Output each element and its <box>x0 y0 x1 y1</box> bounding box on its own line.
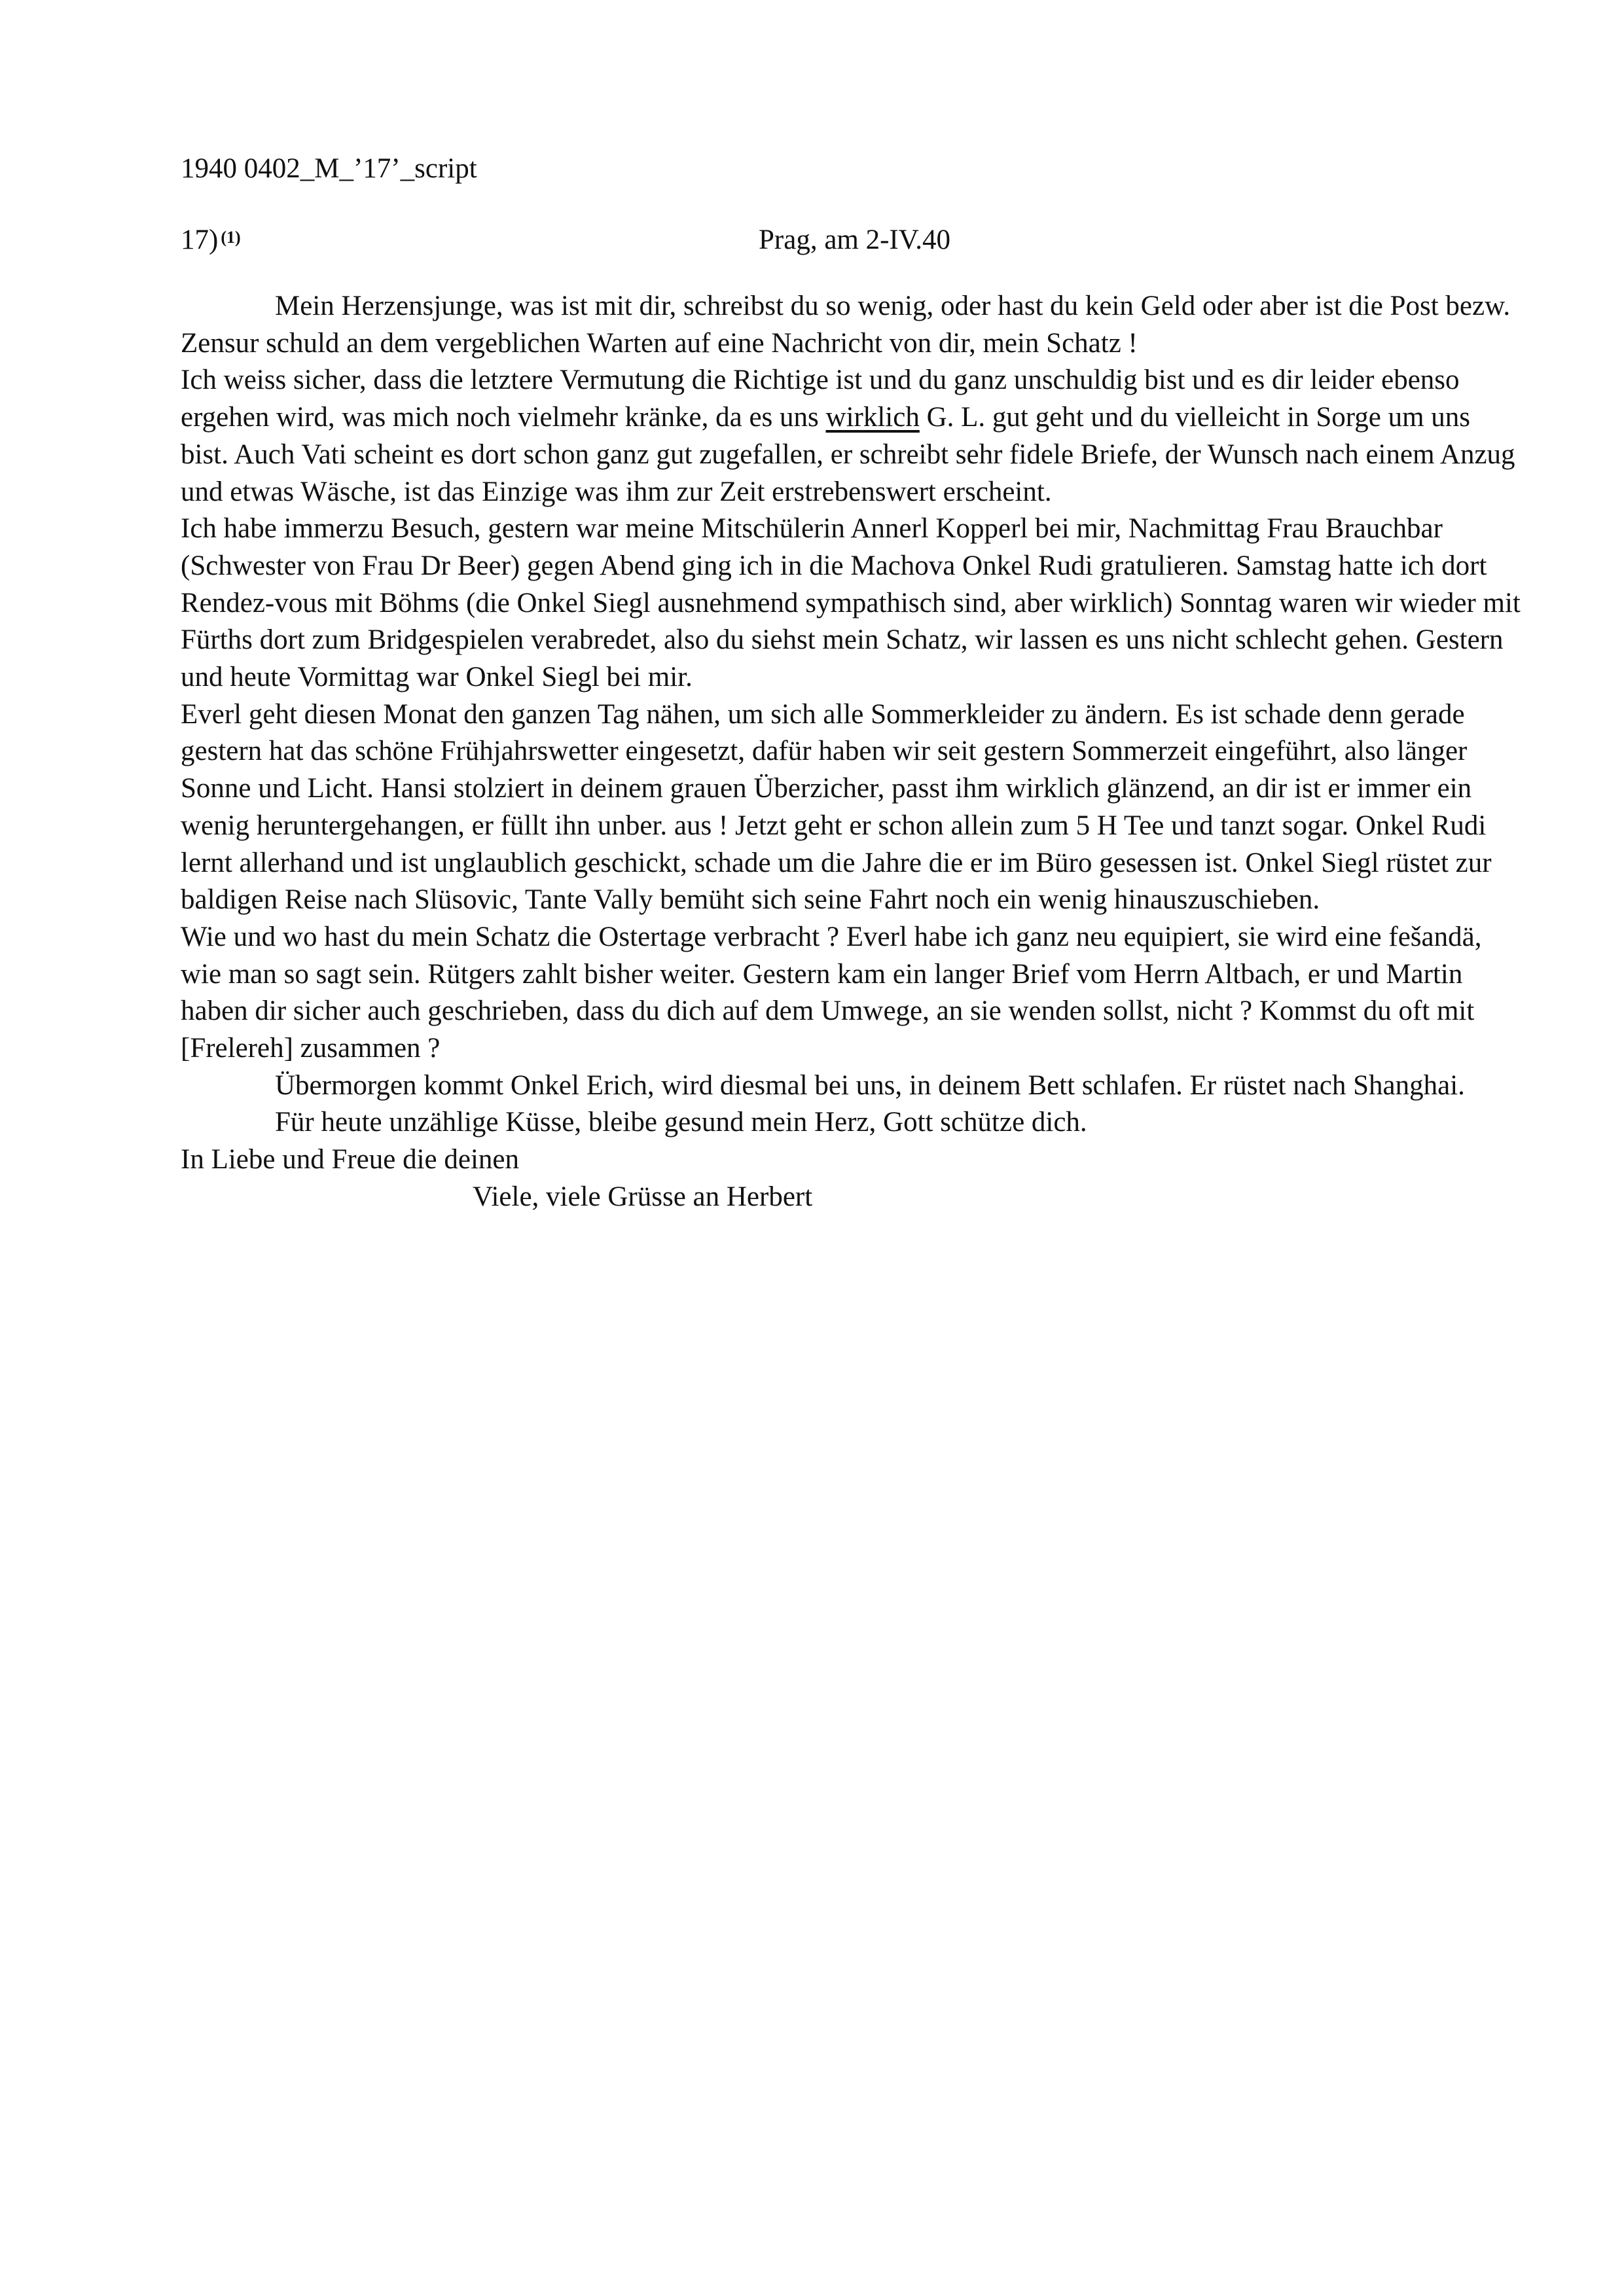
paragraph-1: Mein Herzensjunge, was ist mit dir, schreibst du so wenig, oder hast du kein Geld oder aber ist die Post bezw. Zensur schuld an dem vergeblichen Warten auf eine Nachricht von dir, mein Schatz ! <box>181 291 1511 359</box>
paragraph-2-part-2: G. L. gut geht und du vielleicht in Sorge um uns bist. Auch Vati scheint es dort schon ganz gut zugefallen, er schreibt sehr fidele Briefe, der Wunsch nach einem Anzug und etwas Wäsche, ist das Einzige was ihm zur Zeit erstrebenswert erscheint. <box>181 402 1515 507</box>
closing-line: In Liebe und Freue die deinen <box>181 1144 520 1175</box>
paragraph-7: Für heute unzählige Küsse, bleibe gesund mein Herz, Gott schütze dich. <box>275 1107 1087 1138</box>
letter-page <box>181 151 1523 1216</box>
paragraph-5: Wie und wo hast du mein Schatz die Ostertage verbracht ? Everl habe ich ganz neu equipiert, sie wird eine fešandä, wie man so sagt sein. Rütgers zahlt bisher weiter. Gestern kam ein langer Brief vom Herrn Altbach, er und Martin haben dir sicher auch geschrieben, dass du dich auf dem Umwege, an sie wenden sollst, nicht ? Kommst du oft mit [Frelereh] zusammen ? <box>181 921 1482 1064</box>
letter-number <box>181 222 241 259</box>
document-title: 1940 0402_M_’17’_script <box>181 153 477 184</box>
letter-header <box>181 222 1523 259</box>
footnote-reference: (1) <box>221 228 241 247</box>
paragraph-4: Everl geht diesen Monat den ganzen Tag nähen, um sich alle Sommerkleider zu ändern. Es ist schade denn gerade gestern hat das schöne Frühjahrswetter eingesetzt, dafür haben wir seit gestern Sommerzeit eingeführt, also länger Sonne und Licht. Hansi stolziert in deinem grauen Überzicher, passt ihm wirklich glänzend, an dir ist er immer ein wenig heruntergehangen, er füllt ihn unber. aus ! Jetzt geht er schon allein zum 5 H Tee und tanzt sogar. Onkel Rudi lernt allerhand und ist unglaublich geschickt, schade um die Jahre die er im Büro gesessen ist. Onkel Siegl rüstet zur baldigen Reise nach Slüsovic, Tante Vally bemüht sich seine Fahrt noch ein wenig hinauszuschieben. <box>181 698 1492 916</box>
letter-number-text: 17) <box>181 224 219 255</box>
closing-greeting: Viele, viele Grüsse an Herbert <box>473 1181 813 1212</box>
paragraph-2 <box>181 362 1523 511</box>
underlined-word: wirklich <box>825 402 920 433</box>
paragraph-3: Ich habe immerzu Besuch, gestern war meine Mitschülerin Annerl Kopperl bei mir, Nachmittag Frau Brauchbar (Schwester von Frau Dr Beer) gegen Abend ging ich in die Machova Onkel Rudi gratulieren. Samstag hatte ich dort Rendez-vous mit Böhms (die Onkel Siegl ausnehmend sympathisch sind, aber wirklich) Sonntag waren wir wieder mit Fürths dort zum Bridgespielen verabredet, also du siehst mein Schatz, wir lassen es uns nicht schlecht gehen. Gestern und heute Vormittag war Onkel Siegl bei mir. <box>181 513 1521 693</box>
paragraph-2-part-1: Ich weiss sicher, dass die letztere Vermutung die Richtige ist und du ganz unschuldig bist und es dir leider ebenso ergehen wird, was mich noch vielmehr kränke, da es uns <box>181 365 1460 433</box>
paragraph-6: Übermorgen kommt Onkel Erich, wird diesmal bei uns, in deinem Bett schlafen. Er rüstet nach Shanghai. <box>275 1069 1465 1101</box>
place-date: Prag, am 2-IV.40 <box>759 224 951 255</box>
